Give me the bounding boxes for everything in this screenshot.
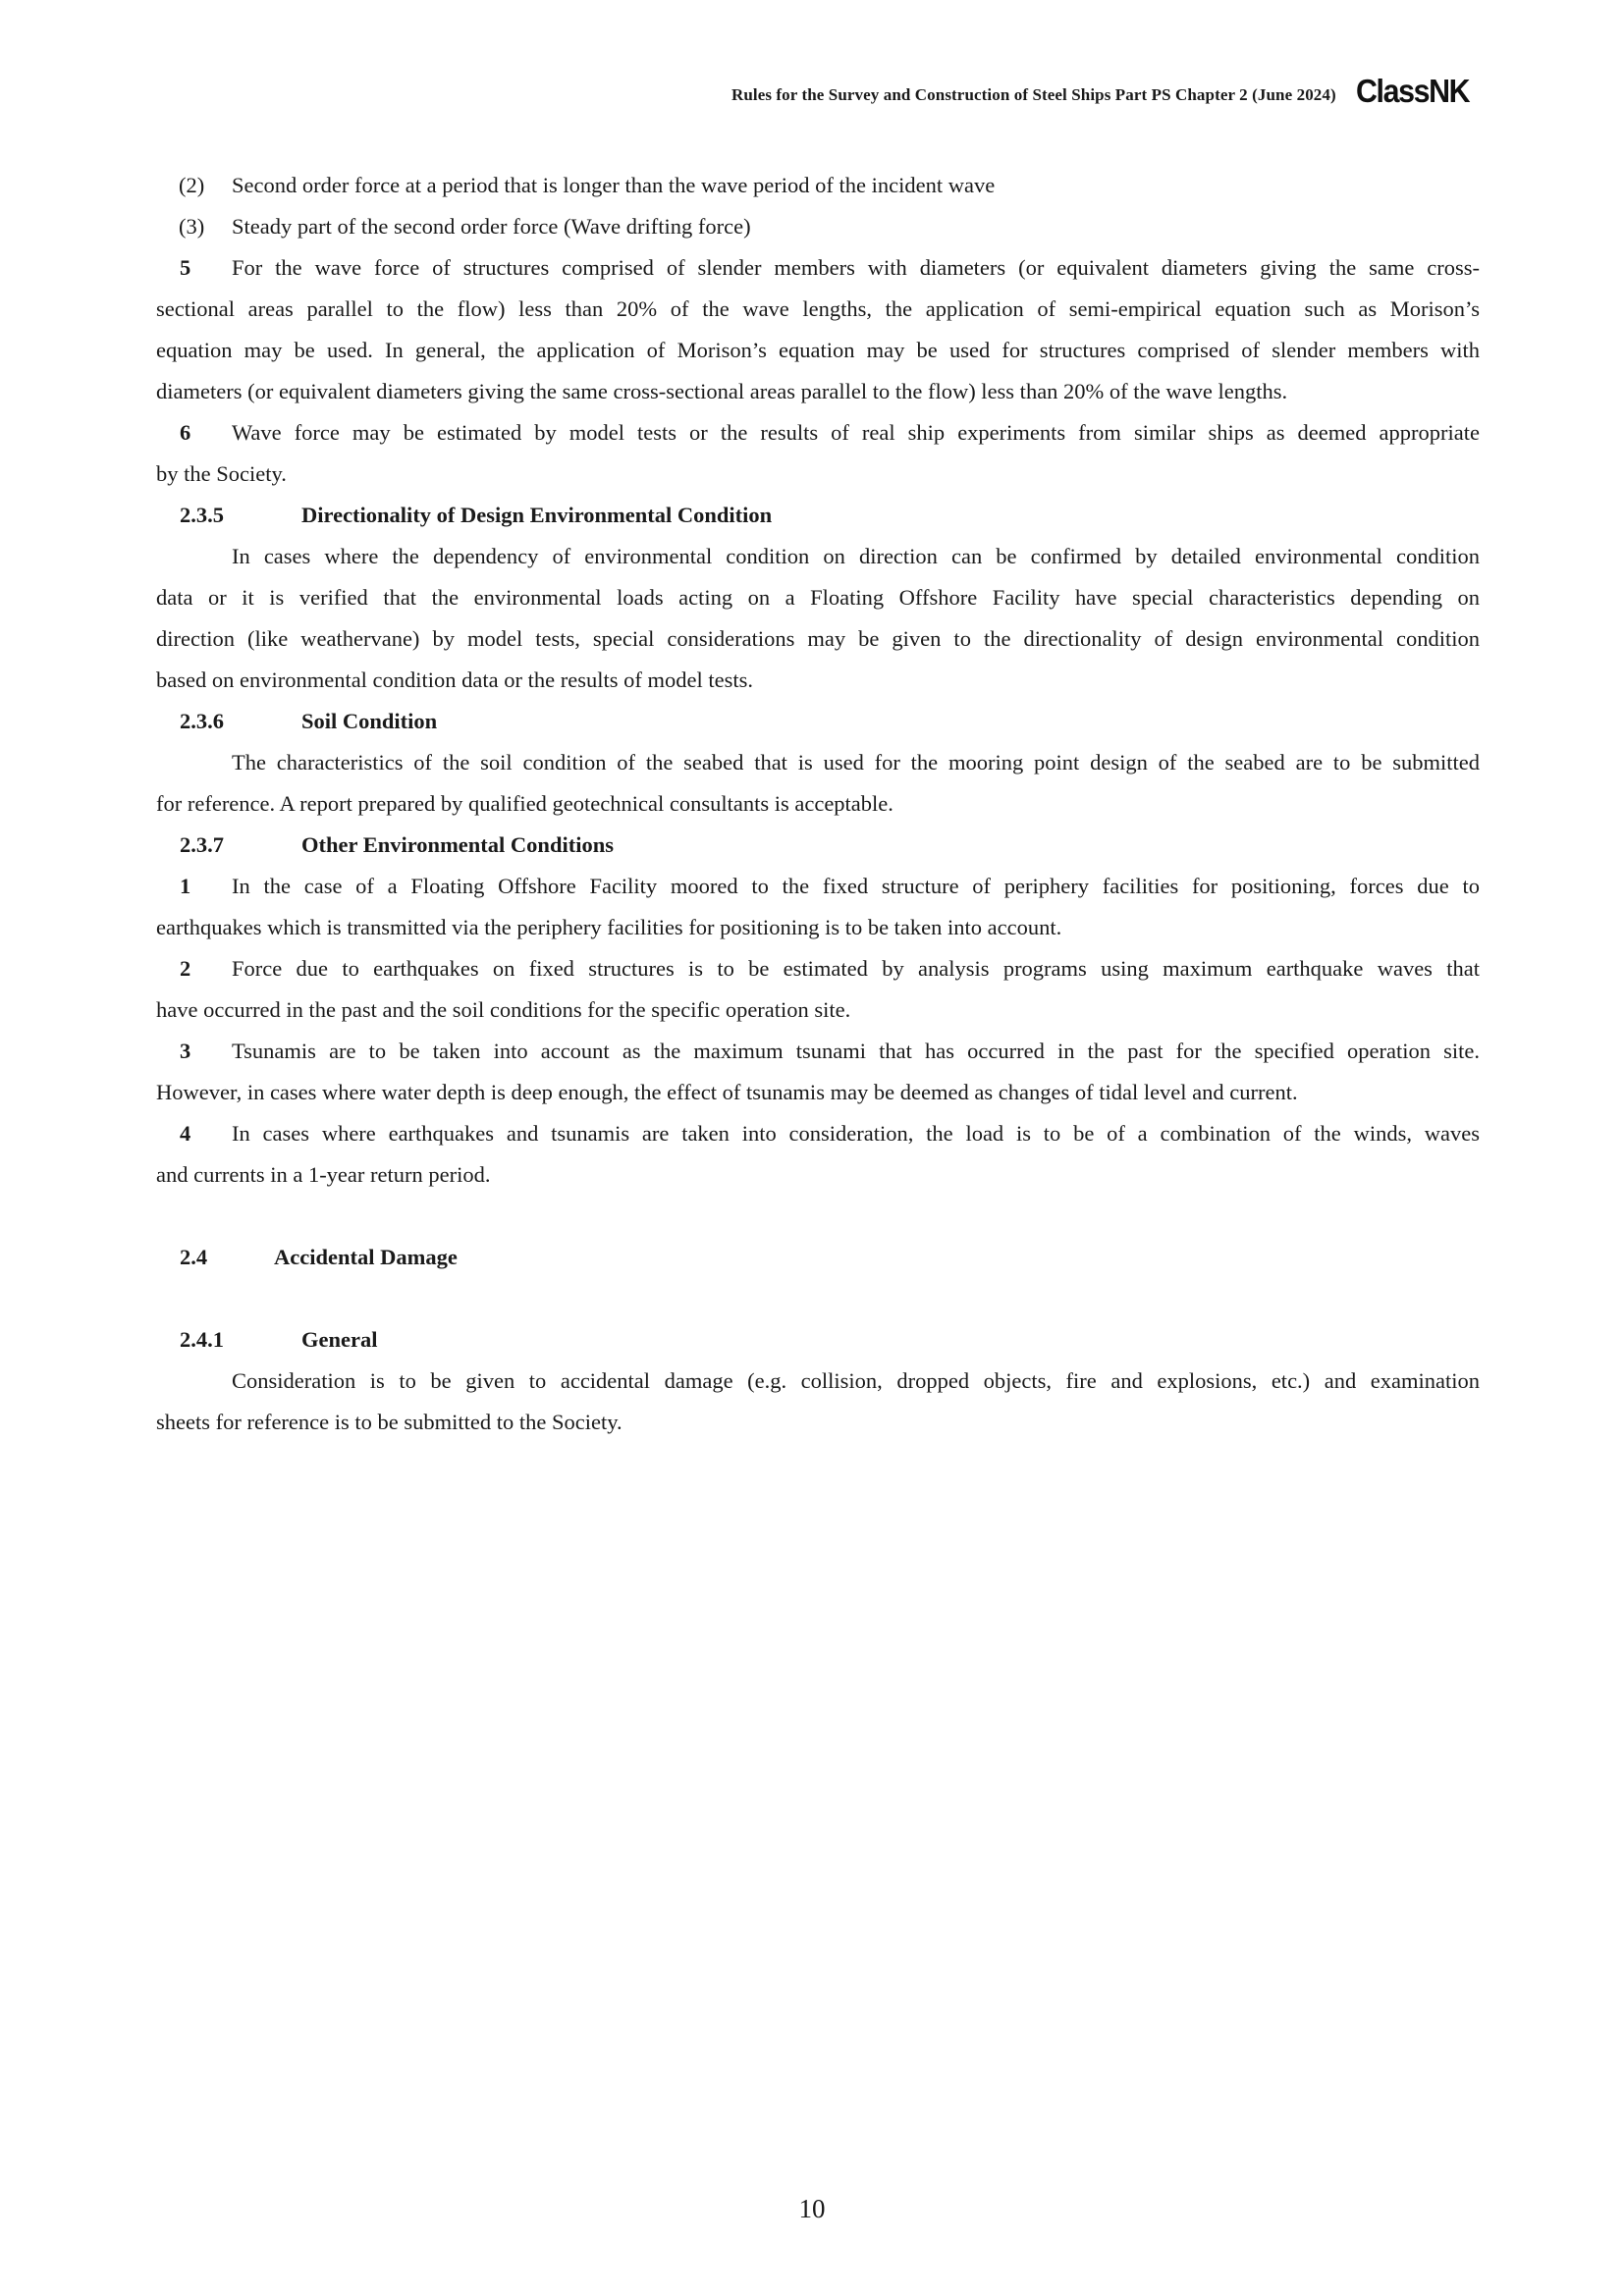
spacer: [156, 1278, 1480, 1319]
paragraph-line: have occurred in the past and the soil conditions for the specific operation site.: [156, 997, 851, 1022]
paragraph-text: Tsunamis are to be taken into account as the maximum tsunami that has occurred in the past for the specified operation site.: [232, 1039, 1480, 1063]
paragraph-line: However, in cases where water depth is deep enough, the effect of tsunamis may be deemed as changes of tidal level and current.: [156, 1080, 1298, 1104]
paragraph-line: [156, 866, 1480, 907]
list-item: [156, 165, 1480, 206]
paragraph-line: data or it is verified that the environmental loads acting on a Floating Offshore Facility have special characteristics depending on: [156, 585, 1480, 610]
paragraph-line: direction (like weathervane) by model tests, special considerations may be given to the directionality of design environmental condition: [156, 626, 1480, 651]
paragraph-number: 6: [180, 420, 191, 445]
paragraph-line: sheets for reference is to be submitted to the Society.: [156, 1410, 623, 1434]
section-title: General: [301, 1327, 378, 1352]
paragraph-line: and currents in a 1-year return period.: [156, 1162, 491, 1187]
section-title: Other Environmental Conditions: [301, 832, 614, 857]
paragraph-number: 2: [180, 956, 191, 981]
classnk-logo: ClassNK: [1355, 73, 1469, 109]
body-content: [156, 165, 1480, 1443]
paragraph-line: earthquakes which is transmitted via the periphery facilities for positioning is to be taken into account.: [156, 915, 1062, 939]
paragraph-text: For the wave force of structures comprised of slender members with diameters (or equivalent diameters giving the same cross-: [232, 255, 1480, 280]
paragraph-line: [156, 1113, 1480, 1154]
paragraph-line: [156, 948, 1480, 989]
list-item: [156, 206, 1480, 247]
section-heading: [156, 701, 1480, 742]
section-2-3-6: [156, 701, 1480, 825]
chapter-section-heading: [156, 1237, 1480, 1278]
section-title: Directionality of Design Environmental Condition: [301, 503, 773, 527]
paragraph-text: Force due to earthquakes on fixed structures is to be estimated by analysis programs using maximum earthquake waves that: [232, 956, 1480, 981]
paragraph-line: [156, 412, 1480, 454]
paragraph-line: sectional areas parallel to the flow) less than 20% of the wave lengths, the application of semi-empirical equation such as Morison’s: [156, 296, 1480, 321]
paragraph-line: The characteristics of the soil condition of the seabed that is used for the mooring point design of the seabed are to be submitted: [232, 750, 1480, 774]
spacer: [156, 1196, 1480, 1237]
running-header: [731, 73, 1479, 109]
paragraph-line: by the Society.: [156, 461, 287, 486]
section-number: 2.3.6: [180, 709, 224, 733]
section-heading: [156, 1319, 1480, 1361]
section-heading: [156, 495, 1480, 536]
paragraph-line: [156, 1031, 1480, 1072]
paragraph-number: 5: [180, 255, 191, 280]
paragraph-number: 3: [180, 1039, 191, 1063]
paragraph-number: 1: [180, 874, 191, 898]
section-title: Soil Condition: [301, 709, 438, 733]
list-item-number: (2): [179, 173, 205, 197]
paragraph-number: 4: [180, 1121, 191, 1146]
paragraph-text: In the case of a Floating Offshore Facility moored to the fixed structure of periphery facilities for positioning, forces due to: [232, 874, 1480, 898]
paragraph-line: based on environmental condition data or the results of model tests.: [156, 667, 753, 692]
section-2-3-5: [156, 495, 1480, 701]
paragraph-line: for reference. A report prepared by qualified geotechnical consultants is acceptable.: [156, 791, 893, 816]
section-number: 2.4: [180, 1245, 208, 1269]
list-item-text: Steady part of the second order force (Wave drifting force): [232, 214, 751, 239]
paragraph-line: [156, 247, 1480, 289]
paragraph-5: [156, 247, 1480, 412]
paragraph-line: diameters (or equivalent diameters giving the same cross-sectional areas parallel to the flow) less than 20% of the wave lengths.: [156, 379, 1288, 403]
header-title: Rules for the Survey and Construction of Steel Ships Part PS Chapter 2 (June 2024): [731, 85, 1336, 104]
paragraph-line: In cases where the dependency of environmental condition on direction can be confirmed by detailed environmental condition: [232, 544, 1480, 568]
list-item-number: (3): [179, 214, 205, 239]
paragraph-line: Consideration is to be given to accidental damage (e.g. collision, dropped objects, fire and explosions, etc.) and examination: [232, 1368, 1480, 1393]
page-number: 10: [798, 2194, 826, 2223]
section-number: 2.3.5: [180, 503, 224, 527]
section-heading: [156, 825, 1480, 866]
section-title: Accidental Damage: [274, 1245, 458, 1269]
section-number: 2.3.7: [180, 832, 224, 857]
paragraph-text: Wave force may be estimated by model tests or the results of real ship experiments from similar ships as deemed appropriate: [232, 420, 1480, 445]
paragraph-6: [156, 412, 1480, 495]
section-2-3-7: [156, 825, 1480, 1196]
section-number: 2.4.1: [180, 1327, 224, 1352]
paragraph-text: In cases where earthquakes and tsunamis are taken into consideration, the load is to be of a combination of the winds, waves: [232, 1121, 1480, 1146]
paragraph-line: equation may be used. In general, the application of Morison’s equation may be used for structures comprised of slender members with: [156, 338, 1480, 362]
section-2-4-1: [156, 1319, 1480, 1443]
list-item-text: Second order force at a period that is longer than the wave period of the incident wave: [232, 173, 996, 197]
